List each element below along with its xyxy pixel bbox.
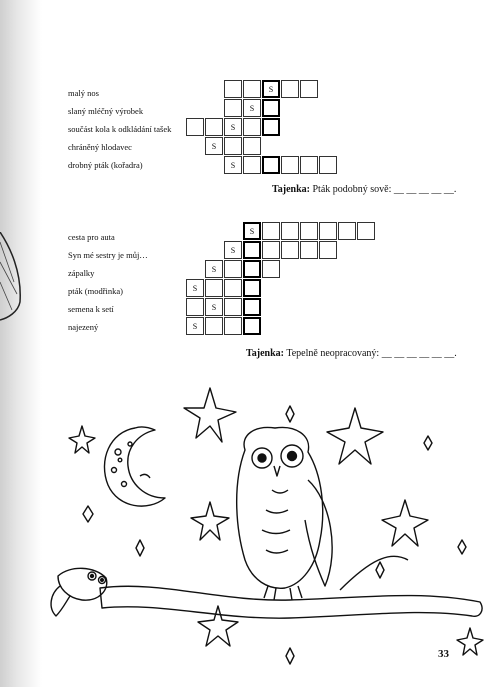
tajenka-1-text: Pták podobný sově:: [312, 184, 392, 195]
clue-1-3: součást kola k odkládání tašek: [68, 124, 172, 134]
crossword-cell[interactable]: [243, 298, 261, 316]
crossword-cell[interactable]: [300, 241, 318, 259]
clue-1-1: malý nos: [68, 88, 99, 98]
crossword-cell[interactable]: [338, 222, 356, 240]
crossword-cell[interactable]: [262, 241, 280, 259]
star-icon: [191, 502, 229, 540]
clue-1-5: drobný pták (kořadra): [68, 160, 143, 170]
crossword-cell[interactable]: S: [186, 317, 204, 335]
leaf-edge-illustration: [0, 232, 28, 322]
crossword-cell[interactable]: [300, 80, 318, 98]
crossword-cell[interactable]: [281, 80, 299, 98]
crossword-cell[interactable]: [300, 156, 318, 174]
crossword-cell[interactable]: [243, 317, 261, 335]
crossword-cell[interactable]: [300, 222, 318, 240]
clue-2-2: Syn mé sestry je můj…: [68, 250, 148, 260]
crossword-cell[interactable]: S: [205, 260, 223, 278]
star-icon: [69, 426, 95, 453]
crossword-cell[interactable]: [262, 222, 280, 240]
crossword-cell[interactable]: [205, 317, 223, 335]
crossword-cell[interactable]: [224, 317, 242, 335]
crossword-cell[interactable]: [262, 260, 280, 278]
crossword-cell[interactable]: [281, 241, 299, 259]
star-icon: [458, 540, 466, 554]
star-icon: [376, 562, 384, 578]
tajenka-1-blanks: __ __ __ __ __.: [393, 184, 457, 195]
crossword-cell[interactable]: [319, 222, 337, 240]
crossword-cell[interactable]: [224, 137, 242, 155]
star-icon: [198, 606, 238, 646]
crossword-cell[interactable]: [224, 260, 242, 278]
crossword-cell[interactable]: [224, 80, 242, 98]
crossword-cell[interactable]: S: [224, 241, 242, 259]
crossword-cell[interactable]: S: [205, 298, 223, 316]
clue-1-2: slaný mléčný výrobek: [68, 106, 144, 116]
crossword-cell[interactable]: S: [243, 99, 261, 117]
star-icon: [457, 628, 483, 655]
crossword-cell[interactable]: [319, 241, 337, 259]
crossword-cell[interactable]: S: [243, 222, 261, 240]
crossword-cell[interactable]: [224, 298, 242, 316]
crossword-cell[interactable]: [186, 118, 204, 136]
crossword-cell[interactable]: [243, 118, 261, 136]
crossword-cell[interactable]: [205, 279, 223, 297]
crossword-cell[interactable]: [224, 99, 242, 117]
star-icon: [424, 436, 432, 450]
clue-2-1: cesta pro auta: [68, 232, 115, 242]
crossword-cell[interactable]: S: [186, 279, 204, 297]
tajenka-2-blanks: __ __ __ __ __ __.: [381, 348, 457, 359]
clue-2-3: zápalky: [68, 268, 95, 278]
crossword-cell[interactable]: [224, 279, 242, 297]
clue-2-4: pták (modřinka): [68, 286, 123, 296]
crossword-cell[interactable]: [243, 260, 261, 278]
owl-illustration: [237, 427, 332, 600]
crossword-cell[interactable]: S: [224, 156, 242, 174]
crossword-cell[interactable]: [262, 118, 280, 136]
crossword-cell[interactable]: [281, 156, 299, 174]
star-icon: [327, 408, 383, 464]
clue-1-4: chráněný hlodavec: [68, 142, 132, 152]
tajenka-1-label: Tajenka:: [272, 184, 310, 195]
crossword-cell[interactable]: [262, 156, 280, 174]
crossword-cell[interactable]: [262, 99, 280, 117]
crossword-cell[interactable]: [319, 156, 337, 174]
tajenka-2: [246, 348, 457, 359]
crossword-cell[interactable]: [281, 222, 299, 240]
crossword-cell[interactable]: [243, 80, 261, 98]
star-icon: [83, 506, 93, 522]
star-icon: [286, 406, 294, 422]
star-icon: [286, 648, 294, 664]
owl-night-illustration: [40, 380, 500, 680]
clue-2-5: semena k setí: [68, 304, 114, 314]
snake-illustration: [51, 568, 107, 616]
crossword-cell[interactable]: S: [224, 118, 242, 136]
crossword-cell[interactable]: [243, 137, 261, 155]
crossword-cell[interactable]: S: [262, 80, 280, 98]
moon-icon: [104, 427, 165, 506]
tajenka-1: [272, 184, 456, 195]
tajenka-2-text: Tepelně neopracovaný:: [286, 348, 380, 359]
clue-2-6: najezený: [68, 322, 99, 332]
star-icon: [184, 388, 236, 442]
crossword-cell[interactable]: [186, 298, 204, 316]
crossword-cell[interactable]: [243, 279, 261, 297]
page-gutter-shadow: [0, 0, 42, 687]
star-icon: [382, 500, 428, 546]
crossword-cell[interactable]: S: [205, 137, 223, 155]
tajenka-2-label: Tajenka:: [246, 348, 284, 359]
crossword-cell[interactable]: [357, 222, 375, 240]
crossword-cell[interactable]: [205, 118, 223, 136]
crossword-cell[interactable]: [243, 241, 261, 259]
crossword-cell[interactable]: [243, 156, 261, 174]
page-number: 33: [438, 648, 449, 660]
star-icon: [136, 540, 144, 556]
